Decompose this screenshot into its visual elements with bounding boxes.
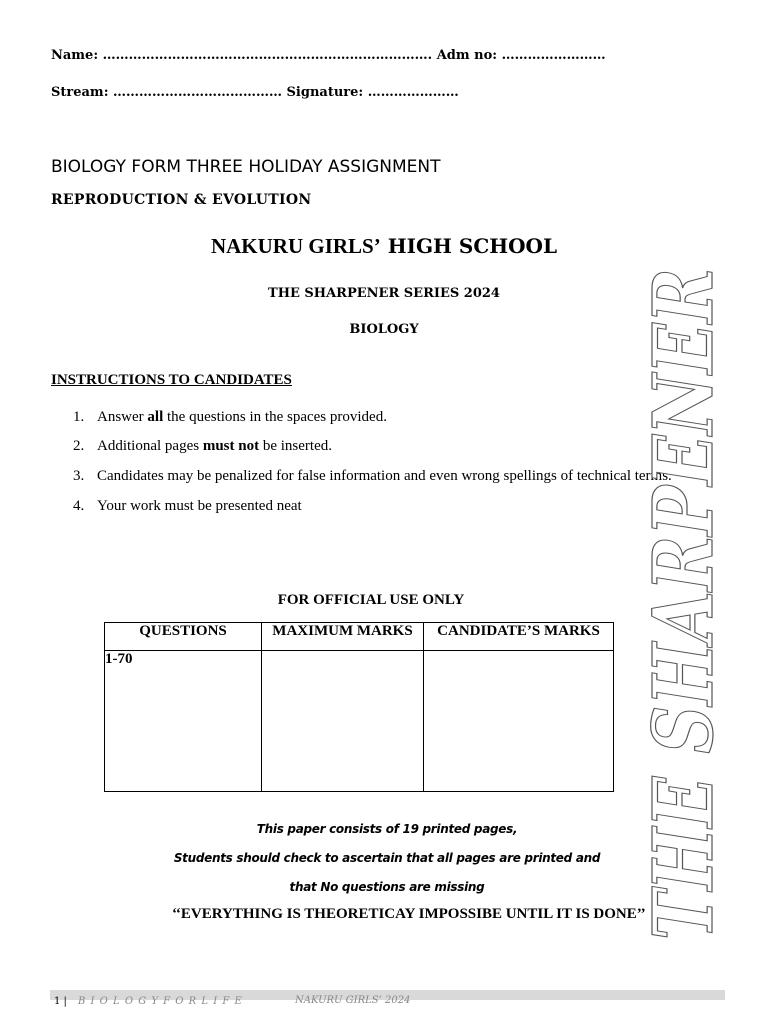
missing-questions-note: that No questions are missing xyxy=(289,880,485,894)
instruction-text-end: the questions in the spaces provided. xyxy=(163,409,387,425)
questions-cell: 1-70 xyxy=(105,651,262,792)
topic-title: REPRODUCTION & EVOLUTION xyxy=(51,192,312,208)
subject-title: BIOLOGY xyxy=(349,322,419,337)
footer-center-text: NAKURU GIRLS’ 2024 xyxy=(295,995,411,1006)
sharpener-watermark xyxy=(636,112,732,942)
instruction-item xyxy=(73,498,302,515)
instruction-text: Additional pages xyxy=(97,438,203,454)
instruction-item xyxy=(73,438,332,455)
series-title: THE SHARPENER SERIES 2024 xyxy=(268,286,500,301)
instruction-text: Your work must be presented neat xyxy=(97,498,302,514)
instruction-emphasis: must not xyxy=(202,438,260,454)
instruction-emphasis: all xyxy=(147,409,164,425)
instructions-heading: INSTRUCTIONS TO CANDIDATES xyxy=(51,372,292,388)
page-number: 1 | xyxy=(54,996,67,1007)
motto: ‘‘EVERYTHING IS THEORETICAY IMPOSSIBE UNTIL IT IS DONE’’ xyxy=(172,906,646,922)
instruction-number: 1. xyxy=(73,409,85,425)
column-header-questions: QUESTIONS xyxy=(105,623,262,651)
official-use-heading: FOR OFFICIAL USE ONLY xyxy=(277,592,465,608)
stream-signature-line: Stream: ………………………………… Signature: ………………… xyxy=(51,85,459,100)
instruction-text-end: be inserted. xyxy=(259,438,332,454)
school-name-part2: HIGH SCHOOL xyxy=(387,234,558,258)
column-header-maximum: MAXIMUM MARKS xyxy=(262,623,424,651)
marks-table xyxy=(104,622,614,792)
candidate-marks-cell[interactable] xyxy=(424,651,614,792)
instruction-text: Candidates may be penalized for false information and even wrong spellings of technical terms. xyxy=(97,468,672,484)
instruction-number: 3. xyxy=(73,468,85,484)
column-header-candidate: CANDIDATE’S MARKS xyxy=(424,623,614,651)
maximum-marks-cell[interactable] xyxy=(262,651,424,792)
footer-left-text: B I O L O G Y F O R L I F E xyxy=(78,996,243,1007)
instruction-text: Answer xyxy=(97,409,148,425)
instruction-number: 2. xyxy=(73,438,85,454)
marks-table-header xyxy=(105,623,614,651)
instruction-item xyxy=(73,468,672,485)
name-adm-line: Name: …………………………………………………………………. Adm no: …………………… xyxy=(51,48,606,63)
school-name-part1: NAKURU GIRLS’ xyxy=(210,234,381,258)
check-pages-note: Students should check to ascertain that all pages are printed and xyxy=(173,851,601,865)
watermark-text: THE SHARPENER xyxy=(636,112,732,940)
pages-note: This paper consists of 19 printed pages, xyxy=(256,822,518,836)
table-row xyxy=(105,651,614,792)
instruction-number: 4. xyxy=(73,498,85,514)
assignment-title: BIOLOGY FORM THREE HOLIDAY ASSIGNMENT xyxy=(51,157,441,177)
school-name xyxy=(0,234,768,259)
instruction-item xyxy=(73,409,387,426)
